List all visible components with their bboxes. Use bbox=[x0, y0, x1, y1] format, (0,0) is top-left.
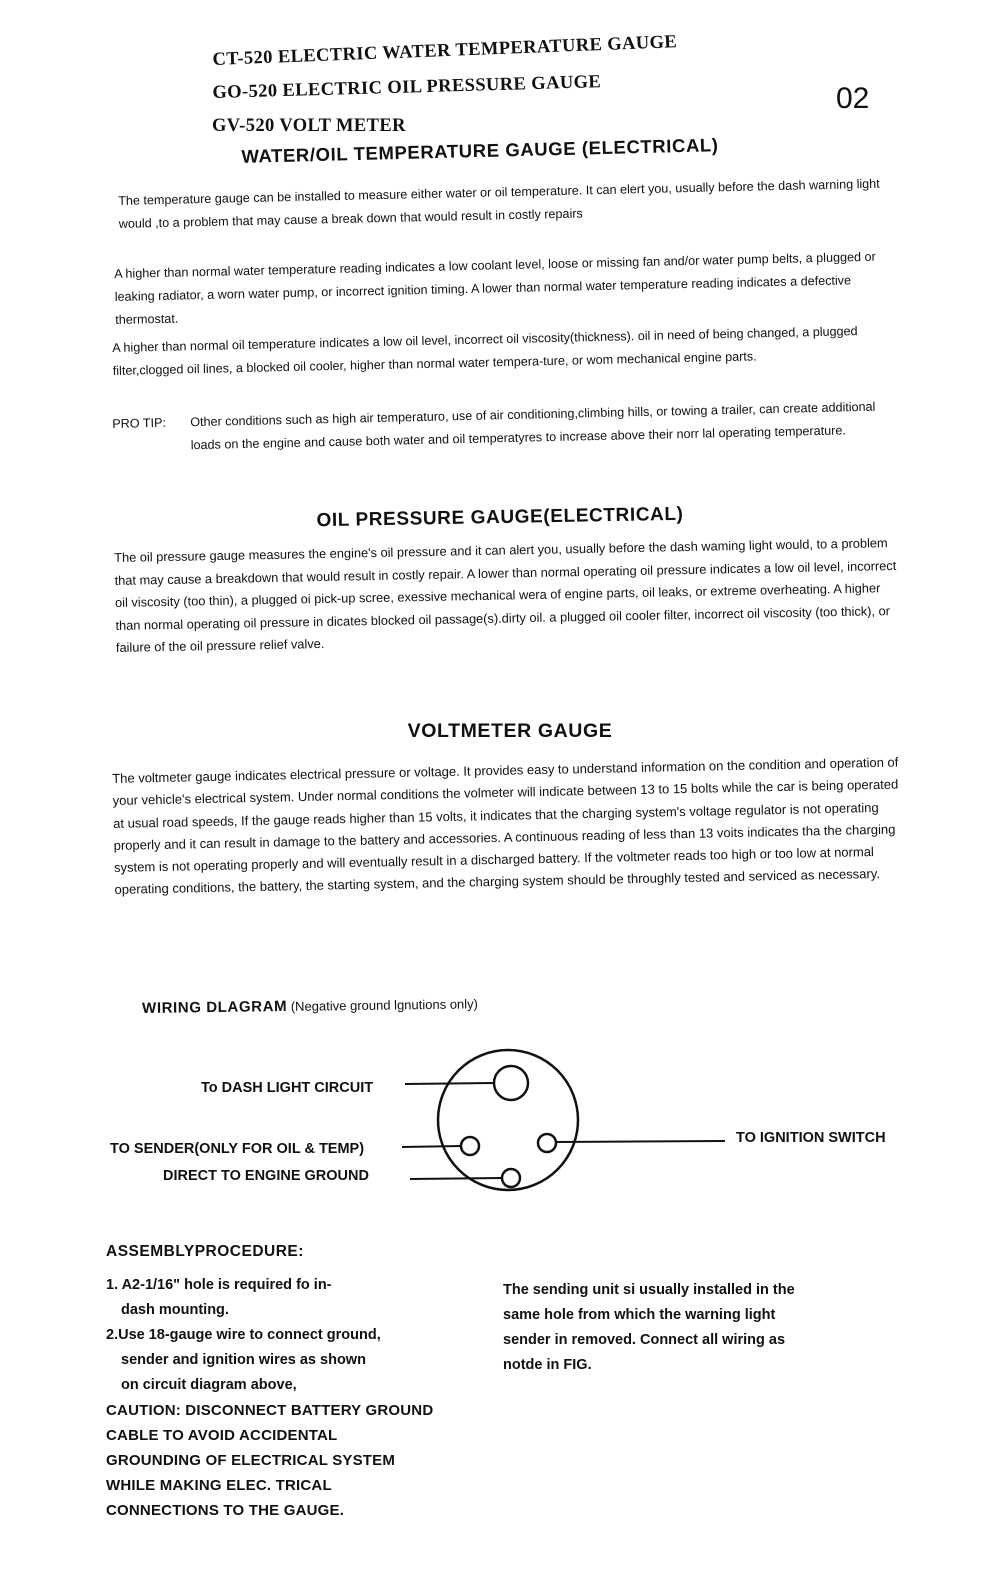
ignition-wire bbox=[556, 1141, 725, 1142]
wiring-subtitle: (Negative ground lgnutions only) bbox=[290, 996, 479, 1014]
caution-warning: CAUTION: DISCONNECT BATTERY GROUND CABLE TO AVOID ACCIDENTAL GROUNDING OF ELECTRICAL SYSTEM WHILE MAKING ELEC. TRICAL CONNECTIONS TO THE GAUGE. bbox=[106, 1402, 434, 1519]
ground-terminal bbox=[502, 1169, 520, 1187]
volt-section-heading: VOLTMETER GAUGE bbox=[407, 720, 613, 742]
step-1-continued: dash mounting. bbox=[121, 1302, 229, 1318]
step-2-continued-2: on circuit diagram above, bbox=[121, 1377, 297, 1393]
oil-text: The oil pressure gauge measures the engine's oil pressure and it can alert you, usually before the dash waming light would, to a problem that may cause a breakdown that would result in costly repair. A lower than normal operating oil pressure indicates a low oil level, incorrect oil viscosity (too thin), a plugged oi pick-up scree, exessive mechanical wera of engine parts, oil leaks, or extreme overheating. A higher than normal operating oil pressure in dicates blocked oil passage(s).dirty oil. a plugged oil cooler filter, incorrect oil viscosity (too thick), or failure of the oil pressure relief valve. bbox=[114, 535, 897, 655]
assembly-steps bbox=[106, 1273, 436, 1523]
model-gv520: GV-520 VOLT METER bbox=[212, 116, 406, 136]
water-section-heading: WATER/OIL TEMPERATURE GAUGE (ELECTRICAL) bbox=[241, 134, 719, 167]
ground-wire bbox=[410, 1178, 502, 1179]
label-ignition: TO IGNITION SWITCH bbox=[736, 1130, 886, 1146]
model-ct520: CT-520 ELECTRIC WATER TEMPERATURE GAUGE bbox=[212, 32, 678, 70]
step-1: 1. A2-1/16" hole is required fo in- bbox=[106, 1277, 332, 1293]
label-dash-light: To DASH LIGHT CIRCUIT bbox=[201, 1080, 374, 1096]
model-go520: GO-520 ELECTRIC OIL PRESSURE GAUGE bbox=[212, 72, 602, 103]
water-p1-text: The temperature gauge can be installed to measure either water or oil temperature. It can elert you, usually before the dash warning light would ,to a problem that may cause a break down that would result in costly repairs bbox=[118, 176, 880, 231]
sending-unit-note: The sending unit si usually installed in the same hole from which the warning light sender in removed. Connect all wiring as notde in FIG. bbox=[503, 1282, 795, 1373]
oil-section-heading: OIL PRESSURE GAUGE(ELECTRICAL) bbox=[316, 503, 684, 532]
pro-tip-label: PRO TIP: bbox=[112, 415, 167, 431]
water-p2-text: A higher than normal water temperature reading indicates a low coolant level, loose or missing fan and/or water pump belts, a plugged or leaking radiator, a worn water pump, or incorrect ignition timing. A lower than normal water temperature reading indicates a defective thermostat. bbox=[114, 249, 876, 327]
page-number: 02 bbox=[836, 82, 870, 115]
label-sender: TO SENDER(ONLY FOR OIL & TEMP) bbox=[110, 1141, 365, 1157]
dash-light-wire bbox=[405, 1083, 494, 1084]
water-p3-text: A higher than normal oil temperature indicates a low oil level, incorrect oil viscosity(thickness). oil in need of being changed, a plugged filter,clogged oil lines, a blocked oil cooler, higher than normal water tempera-ture, or wom mechanical engine parts. bbox=[112, 324, 858, 378]
assembly-title: ASSEMBLYPROCEDURE: bbox=[106, 1243, 304, 1260]
step-2-continued-1: sender and ignition wires as shown bbox=[121, 1352, 366, 1368]
pro-tip-text: Other conditions such as high air temperaturo, use of air conditioning,climbing hills, or towing a trailer, can create additional loads on the engine and cause both water and oil temperatyres to increase above their norr lal operating temperature. bbox=[190, 399, 876, 453]
label-ground: DIRECT TO ENGINE GROUND bbox=[163, 1168, 369, 1184]
sender-wire bbox=[402, 1146, 461, 1147]
dash-light-terminal bbox=[494, 1066, 528, 1100]
wiring-title: WIRING DLAGRAM bbox=[142, 997, 288, 1017]
ignition-terminal bbox=[538, 1134, 556, 1152]
sender-terminal bbox=[461, 1137, 479, 1155]
step-2: 2.Use 18-gauge wire to connect ground, bbox=[106, 1327, 381, 1343]
volt-text: The voltmeter gauge indicates electrical pressure or voltage. It provides easy to understand information on the condition and operation of your vehicle's electrical system. Under normal conditions the volmeter will indicate between 13 to 15 bolts while the car is being operated at usual road speeds, If the gauge reads higher than 15 volts, it indicates that the charging system's voltage regulator is not operating properly and it can result in damage to the battery and accessories. A continuous reading of less than 13 voits indicates tha the charging system is not operating properly and will eventually result in a discharged battery. If the voltmeter reads too high or too low at normal operating conditions, the battery, the starting system, and the charging system should be throughly tested and serviced as necessary. bbox=[112, 754, 899, 898]
